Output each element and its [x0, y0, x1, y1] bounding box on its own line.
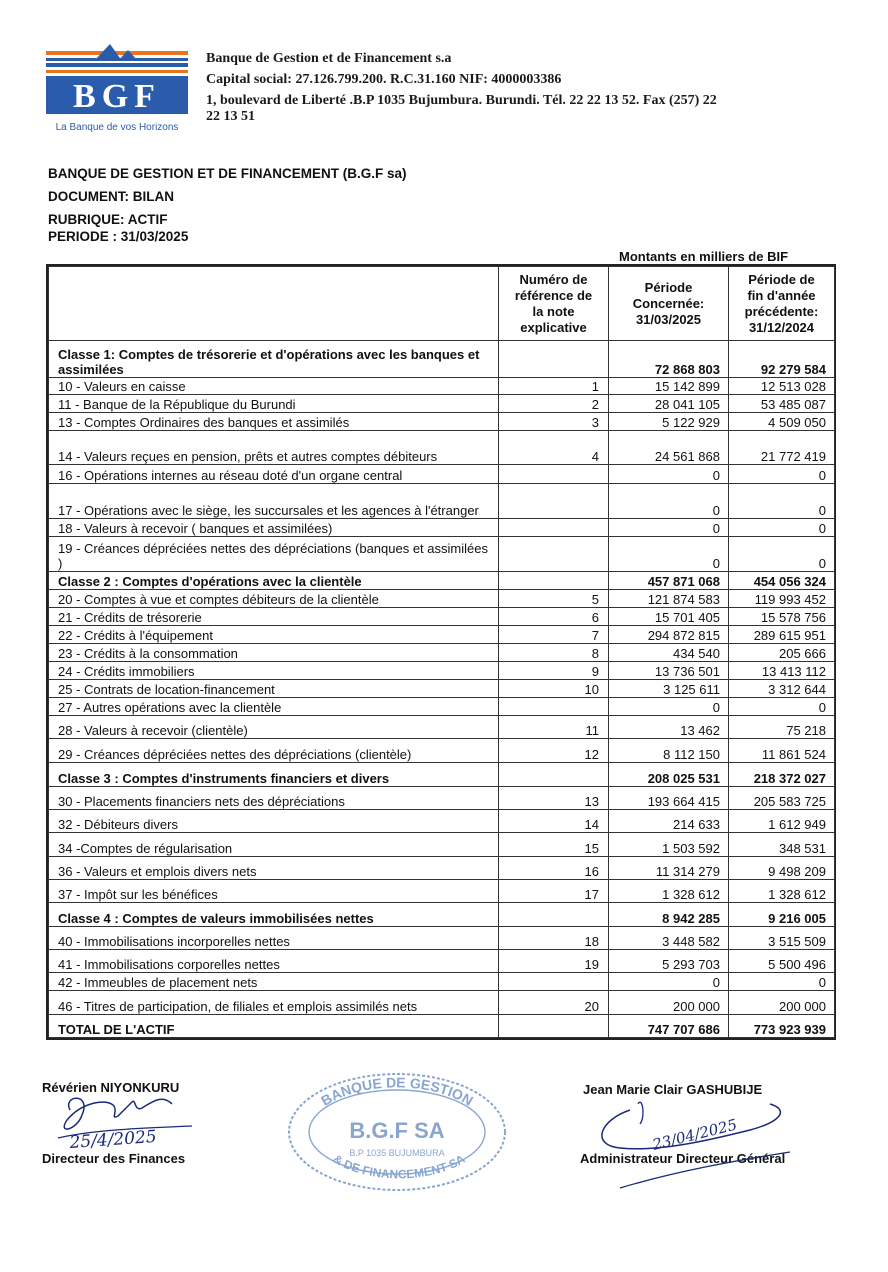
svg-text:& DE FINANCEMENT SA: & DE FINANCEMENT SA	[330, 1151, 468, 1182]
row-ref: 1	[499, 378, 609, 395]
row-label: 36 - Valeurs et emplois divers nets	[49, 857, 499, 880]
row-label: 29 - Créances dépréciées nettes des dépréciations (clientèle)	[49, 739, 499, 763]
table-row	[49, 680, 835, 698]
class-row	[49, 341, 835, 378]
row-label: Classe 4 : Comptes de valeurs immobilisées nettes	[49, 903, 499, 927]
row-label: 30 - Placements financiers nets des dépréciations	[49, 787, 499, 810]
header-current-period: Période Concernée: 31/03/2025	[609, 267, 729, 341]
row-previous: 4 509 050	[729, 413, 835, 431]
total-row	[49, 1015, 835, 1038]
row-current: 13 462	[609, 716, 729, 739]
row-current: 208 025 531	[609, 763, 729, 787]
logo-text: BGF	[73, 78, 161, 115]
row-label: 22 - Crédits à l'équipement	[49, 626, 499, 644]
row-previous: 0	[729, 537, 835, 572]
row-current: 8 112 150	[609, 739, 729, 763]
table-row	[49, 378, 835, 395]
bgf-logo	[42, 42, 192, 134]
rubrique-label: RUBRIQUE: ACTIF	[48, 212, 168, 227]
row-ref: 18	[499, 927, 609, 950]
row-ref: 20	[499, 991, 609, 1015]
row-previous: 0	[729, 973, 835, 991]
row-previous: 119 993 452	[729, 590, 835, 608]
class-row	[49, 763, 835, 787]
table-row	[49, 857, 835, 880]
row-current: 0	[609, 537, 729, 572]
row-ref	[499, 763, 609, 787]
row-label: 10 - Valeurs en caisse	[49, 378, 499, 395]
row-ref: 10	[499, 680, 609, 698]
row-ref: 14	[499, 810, 609, 833]
row-ref	[499, 572, 609, 590]
right-signatory-name: Jean Marie Clair GASHUBIJE	[583, 1082, 763, 1097]
company-stamp	[284, 1068, 510, 1196]
row-label: 28 - Valeurs à recevoir (clientèle)	[49, 716, 499, 739]
table-row	[49, 950, 835, 973]
row-previous: 200 000	[729, 991, 835, 1015]
table-row	[49, 880, 835, 903]
table-row	[49, 787, 835, 810]
row-ref	[499, 1015, 609, 1038]
row-ref	[499, 465, 609, 484]
left-signatory-title: Directeur des Finances	[42, 1151, 186, 1166]
left-signatory-name: Révérien NIYONKURU	[42, 1080, 180, 1095]
left-signature	[52, 1090, 202, 1160]
row-ref: 5	[499, 590, 609, 608]
row-previous: 13 413 112	[729, 662, 835, 680]
row-label: 24 - Crédits immobiliers	[49, 662, 499, 680]
row-current: 0	[609, 973, 729, 991]
row-ref: 4	[499, 431, 609, 465]
row-ref: 12	[499, 739, 609, 763]
table-row	[49, 413, 835, 431]
table-row	[49, 395, 835, 413]
row-previous: 348 531	[729, 833, 835, 857]
class-row	[49, 903, 835, 927]
table-row	[49, 716, 835, 739]
row-ref: 6	[499, 608, 609, 626]
row-ref: 3	[499, 413, 609, 431]
row-ref: 8	[499, 644, 609, 662]
row-current: 457 871 068	[609, 572, 729, 590]
address-line-2: 22 13 51	[206, 109, 255, 124]
row-label: 19 - Créances dépréciées nettes des dépréciations (banques et assimilées )	[49, 537, 499, 572]
row-ref	[499, 484, 609, 519]
row-label: 11 - Banque de la République du Burundi	[49, 395, 499, 413]
row-previous: 3 312 644	[729, 680, 835, 698]
row-label: 34 -Comptes de régularisation	[49, 833, 499, 857]
row-previous: 0	[729, 698, 835, 716]
logo-tagline: La Banque de vos Horizons	[55, 122, 179, 133]
row-current: 193 664 415	[609, 787, 729, 810]
right-signature-date: 23/04/2025	[650, 1115, 739, 1154]
bank-name: Banque de Gestion et de Financement s.a	[206, 51, 452, 66]
stamp-center: B.G.F SA	[349, 1118, 445, 1143]
row-current: 15 142 899	[609, 378, 729, 395]
table-row	[49, 590, 835, 608]
row-previous: 218 372 027	[729, 763, 835, 787]
table-row	[49, 608, 835, 626]
row-label: 27 - Autres opérations avec la clientèle	[49, 698, 499, 716]
row-current: 214 633	[609, 810, 729, 833]
row-current: 121 874 583	[609, 590, 729, 608]
row-previous: 92 279 584	[729, 341, 835, 378]
row-previous: 9 498 209	[729, 857, 835, 880]
table-row	[49, 833, 835, 857]
row-label: 40 - Immobilisations incorporelles nettes	[49, 927, 499, 950]
row-ref: 7	[499, 626, 609, 644]
row-current: 0	[609, 465, 729, 484]
row-ref	[499, 698, 609, 716]
row-previous: 0	[729, 519, 835, 537]
row-ref: 9	[499, 662, 609, 680]
table-row	[49, 644, 835, 662]
table-row	[49, 662, 835, 680]
header-previous-period: Période de fin d'année précédente: 31/12/2024	[729, 267, 835, 341]
row-ref: 15	[499, 833, 609, 857]
row-label: 17 - Opérations avec le siège, les succursales et les agences à l'étranger	[49, 484, 499, 519]
row-ref	[499, 341, 609, 378]
row-current: 1 503 592	[609, 833, 729, 857]
row-current: 747 707 686	[609, 1015, 729, 1038]
row-current: 0	[609, 698, 729, 716]
header-ref: Numéro de référence de la note explicative	[499, 267, 609, 341]
right-signatory-title: Administrateur Directeur Général	[580, 1151, 786, 1166]
row-current: 3 125 611	[609, 680, 729, 698]
row-label: 16 - Opérations internes au réseau doté d'un organe central	[49, 465, 499, 484]
balance-sheet-table	[46, 264, 836, 1040]
row-ref	[499, 973, 609, 991]
row-current: 8 942 285	[609, 903, 729, 927]
periode-label: PERIODE : 31/03/2025	[48, 229, 189, 244]
row-label: Classe 1: Comptes de trésorerie et d'opérations avec les banques et assimilées	[49, 341, 499, 378]
row-previous: 0	[729, 465, 835, 484]
row-ref: 17	[499, 880, 609, 903]
row-previous: 12 513 028	[729, 378, 835, 395]
row-label: 32 - Débiteurs divers	[49, 810, 499, 833]
row-label: 46 - Titres de participation, de filiales et emplois assimilés nets	[49, 991, 499, 1015]
row-ref	[499, 903, 609, 927]
table-row	[49, 626, 835, 644]
row-ref: 13	[499, 787, 609, 810]
table-row	[49, 537, 835, 572]
capital-line: Capital social: 27.126.799.200. R.C.31.160 NIF: 4000003386	[206, 72, 562, 87]
row-current: 5 293 703	[609, 950, 729, 973]
row-ref: 2	[499, 395, 609, 413]
row-label: 13 - Comptes Ordinaires des banques et assimilés	[49, 413, 499, 431]
row-current: 0	[609, 519, 729, 537]
row-current: 0	[609, 484, 729, 519]
row-ref: 11	[499, 716, 609, 739]
row-current: 24 561 868	[609, 431, 729, 465]
row-previous: 3 515 509	[729, 927, 835, 950]
row-current: 11 314 279	[609, 857, 729, 880]
row-label: 18 - Valeurs à recevoir ( banques et assimilées)	[49, 519, 499, 537]
units-note: Montants en milliers de BIF	[619, 249, 789, 264]
row-previous: 205 666	[729, 644, 835, 662]
left-signature-date: 25/4/2025	[68, 1126, 158, 1153]
row-current: 434 540	[609, 644, 729, 662]
table-row	[49, 810, 835, 833]
table-row	[49, 698, 835, 716]
row-ref	[499, 519, 609, 537]
row-current: 200 000	[609, 991, 729, 1015]
row-previous: 9 216 005	[729, 903, 835, 927]
row-previous: 0	[729, 484, 835, 519]
table-header-row	[49, 267, 835, 341]
table-row	[49, 991, 835, 1015]
address-line-1: 1, boulevard de Liberté .B.P 1035 Bujumbura. Burundi. Tél. 22 22 13 52. Fax (257) 22	[206, 93, 717, 108]
row-label: Classe 3 : Comptes d'instruments financiers et divers	[49, 763, 499, 787]
row-current: 1 328 612	[609, 880, 729, 903]
row-label: 23 - Crédits à la consommation	[49, 644, 499, 662]
row-previous: 5 500 496	[729, 950, 835, 973]
table-row	[49, 519, 835, 537]
row-label: 21 - Crédits de trésorerie	[49, 608, 499, 626]
document-label: DOCUMENT: BILAN	[48, 189, 174, 204]
row-label: 25 - Contrats de location-financement	[49, 680, 499, 698]
row-current: 294 872 815	[609, 626, 729, 644]
row-previous: 11 861 524	[729, 739, 835, 763]
right-signature	[590, 1090, 810, 1190]
row-label: 37 - Impôt sur les bénéfices	[49, 880, 499, 903]
row-ref	[499, 537, 609, 572]
table-row	[49, 431, 835, 465]
row-label: 14 - Valeurs reçues en pension, prêts et autres comptes débiteurs	[49, 431, 499, 465]
row-label: TOTAL DE L'ACTIF	[49, 1015, 499, 1038]
row-current: 3 448 582	[609, 927, 729, 950]
row-current: 13 736 501	[609, 662, 729, 680]
table-row	[49, 465, 835, 484]
row-label: 41 - Immobilisations corporelles nettes	[49, 950, 499, 973]
row-label: 20 - Comptes à vue et comptes débiteurs de la clientèle	[49, 590, 499, 608]
institution-title: BANQUE DE GESTION ET DE FINANCEMENT (B.G.F sa)	[48, 166, 407, 181]
row-previous: 75 218	[729, 716, 835, 739]
row-current: 5 122 929	[609, 413, 729, 431]
row-previous: 289 615 951	[729, 626, 835, 644]
svg-text:BANQUE DE GESTION: BANQUE DE GESTION	[318, 1074, 476, 1109]
row-previous: 454 056 324	[729, 572, 835, 590]
row-label: 42 - Immeubles de placement nets	[49, 973, 499, 991]
row-previous: 53 485 087	[729, 395, 835, 413]
row-ref: 16	[499, 857, 609, 880]
row-previous: 15 578 756	[729, 608, 835, 626]
table-row	[49, 927, 835, 950]
stamp-bp: B.P 1035 BUJUMBURA	[349, 1148, 445, 1158]
header-label-cell	[49, 267, 499, 341]
table-row	[49, 739, 835, 763]
row-ref: 19	[499, 950, 609, 973]
row-previous: 21 772 419	[729, 431, 835, 465]
table-row	[49, 484, 835, 519]
row-label: Classe 2 : Comptes d'opérations avec la clientèle	[49, 572, 499, 590]
class-row	[49, 572, 835, 590]
row-previous: 205 583 725	[729, 787, 835, 810]
row-previous: 1 328 612	[729, 880, 835, 903]
row-current: 28 041 105	[609, 395, 729, 413]
table-row	[49, 973, 835, 991]
row-previous: 773 923 939	[729, 1015, 835, 1038]
row-current: 15 701 405	[609, 608, 729, 626]
row-previous: 1 612 949	[729, 810, 835, 833]
row-current: 72 868 803	[609, 341, 729, 378]
